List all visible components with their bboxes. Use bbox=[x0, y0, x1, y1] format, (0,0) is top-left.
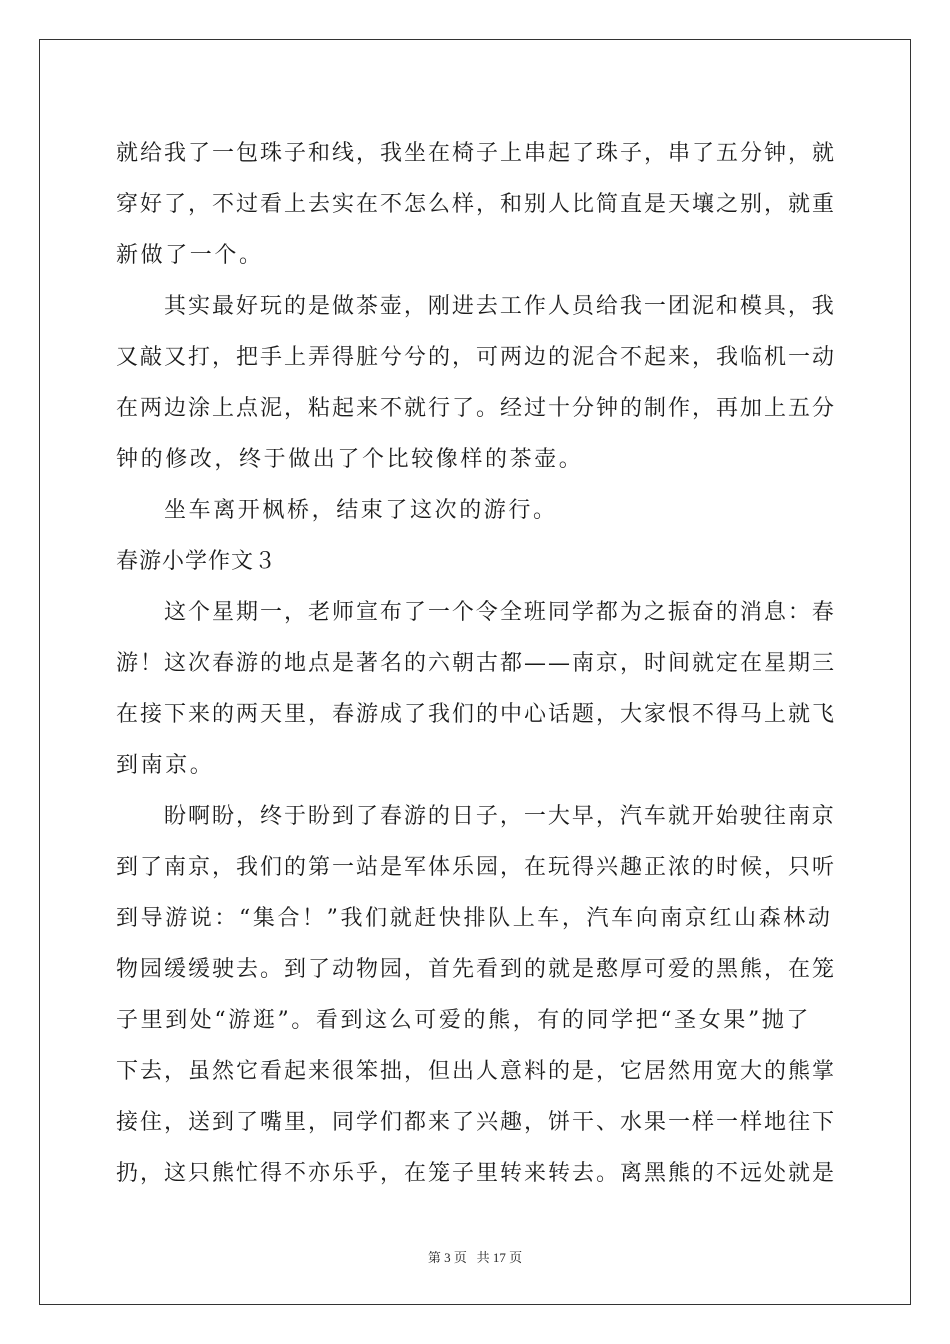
page-footer: 第 3 页 共 17 页 bbox=[427, 1250, 523, 1265]
text-line: 游！这次春游的地点是著名的六朝古都——南京，时间就定在星期三 bbox=[116, 651, 837, 676]
text-line: 到了南京，我们的第一站是军体乐园，在玩得兴趣正浓的时候，只听 bbox=[116, 855, 837, 880]
text-line: 到导游说：“集合！”我们就赶快排队上车，汽车向南京红山森林动 bbox=[116, 906, 833, 931]
document-body bbox=[116, 128, 836, 1199]
text-line: 新做了一个。 bbox=[116, 243, 264, 268]
text-line: 到南京。 bbox=[116, 753, 215, 778]
text-line: 钟的修改，终于做出了个比较像样的茶壶。 bbox=[116, 447, 584, 472]
section-heading: 春游小学作文３ bbox=[116, 549, 278, 574]
text-line: 其实最好玩的是做茶壶，刚进去工作人员给我一团泥和模具，我 bbox=[164, 294, 836, 319]
text-line: 就给我了一包珠子和线，我坐在椅子上串起了珠子，串了五分钟，就 bbox=[116, 141, 837, 166]
text-line: 物园缓缓驶去。到了动物园，首先看到的就是憨厚可爱的黑熊，在笼 bbox=[116, 957, 837, 982]
text-line: 接住，送到了嘴里，同学们都来了兴趣，饼干、水果一样一样地往下 bbox=[116, 1110, 837, 1135]
text-line: 穿好了，不过看上去实在不怎么样，和别人比简直是天壤之别，就重 bbox=[116, 192, 837, 217]
text-line: 在两边涂上点泥，粘起来不就行了。经过十分钟的制作，再加上五分 bbox=[116, 396, 837, 421]
text-line: 扔，这只熊忙得不亦乐乎，在笼子里转来转去。离黑熊的不远处就是 bbox=[116, 1161, 837, 1186]
text-line: 盼啊盼，终于盼到了春游的日子，一大早，汽车就开始驶往南京 bbox=[164, 804, 836, 829]
text-line: 在接下来的两天里，春游成了我们的中心话题，大家恨不得马上就飞 bbox=[116, 702, 837, 727]
text-line: 下去，虽然它看起来很笨拙，但出人意料的是，它居然用宽大的熊掌 bbox=[116, 1059, 837, 1084]
text-line: 子里到处“游逛”。看到这么可爱的熊，有的同学把“圣女果”抛了 bbox=[116, 1008, 811, 1033]
text-line: 又敲又打，把手上弄得脏兮兮的，可两边的泥合不起来，我临机一动 bbox=[116, 345, 837, 370]
text-line: 坐车离开枫桥，结束了这次的游行。 bbox=[164, 498, 558, 523]
text-line: 这个星期一，老师宣布了一个令全班同学都为之振奋的消息：春 bbox=[164, 600, 836, 625]
